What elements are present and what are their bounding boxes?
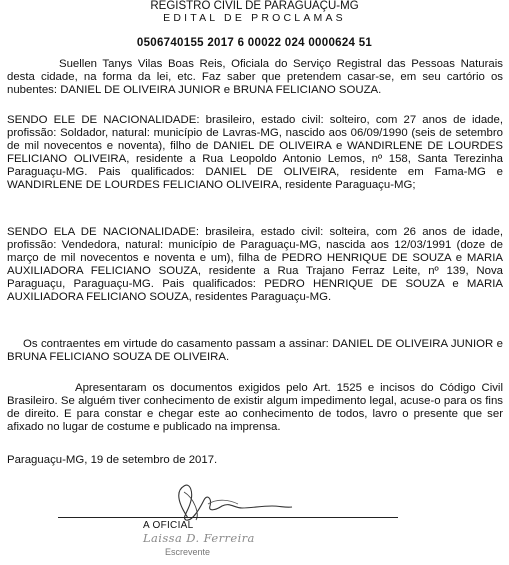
document-date: Paraguaçu-MG, 19 de setembro de 2017. [7,454,218,466]
registry-header: REGISTRO CIVIL DE PARAGUAÇU-MG [150,0,359,12]
intro-paragraph [7,58,503,97]
intro-text: Suellen Tanys Vilas Boas Reis, Oficiala do Serviço Registral das Pessoas Naturais desta cidade, na forma da lei, etc. Faz saber que pretendem casar-se, em seu cartório os nubentes: DANIEL DE OLIVEIRA JUNIOR e BRUNA FELICIANO SOUZA. [7,58,503,97]
bride-paragraph: SENDO ELA DE NACIONALIDADE: brasileira, estado civil: solteira, com 26 anos de idade, profissão: Vendedora, natural: município de Paraguaçu-MG, nascida aos 12/03/1991 (doze de março de mil novecentos e noventa e um), filha de PEDRO HENRIQUE DE SOUZA e MARIA AUXILIADORA FELICIANO SOUZA, residente a Rua Trajano Ferraz Leite, nº 139, Nova Paraguaçu, Paraguaçu-MG. Pais qualificados: PEDRO HENRIQUE DE SOUZA e MARIA AUXILIADORA FELICIANO SOUZA, residentes Paraguaçu-MG. [7,226,503,304]
signature-line [58,517,398,518]
names-after-paragraph [7,338,503,364]
groom-paragraph: SENDO ELE DE NACIONALIDADE: brasileiro, estado civil: solteiro, com 27 anos de idade, profissão: Soldador, natural: município de Lavras-MG, nascido aos 06/09/1990 (seis de setembro de mil novecentos e noventa), filho de DANIEL DE OLIVEIRA e WANDIRLENE DE LOURDES FELICIANO OLIVEIRA, residente a Rua Leopoldo Antonio Lemos, nº 158, Santa Terezinha Paraguaçu-MG. Pais qualificados: DANIEL DE OLIVEIRA, residente em Fama-MG e WANDIRLENE DE LOURDES FELICIANO OLIVEIRA, residente Paraguaçu-MG; [7,114,503,192]
names-after-text: Os contraentes em virtude do casamento passam a assinar: DANIEL DE OLIVEIRA JUNIOR e BRUNA FELICIANO SOUZA DE OLIVEIRA. [7,338,503,364]
oficial-label: A OFICIAL [143,520,194,531]
documents-text: Apresentaram os documentos exigidos pelo Art. 1525 e incisos do Código Civil Brasileiro. Se alguém tiver conhecimento de existir algum impedimento legal, acuse-o para os fins de direito. E para constar e chegar este ao conhecimento de todos, lavro o presente que ser afixado no lugar de costume e publicado na imprensa. [7,382,503,434]
escrevente-label: Escrevente [165,547,211,557]
registry-code: 0506740155 2017 6 00022 024 0000624 51 [136,37,373,49]
signature-stamp-name: Laissa D. Ferreira [143,531,255,545]
documents-paragraph [7,382,503,434]
edital-title: EDITAL DE PROCLAMAS [163,12,346,24]
